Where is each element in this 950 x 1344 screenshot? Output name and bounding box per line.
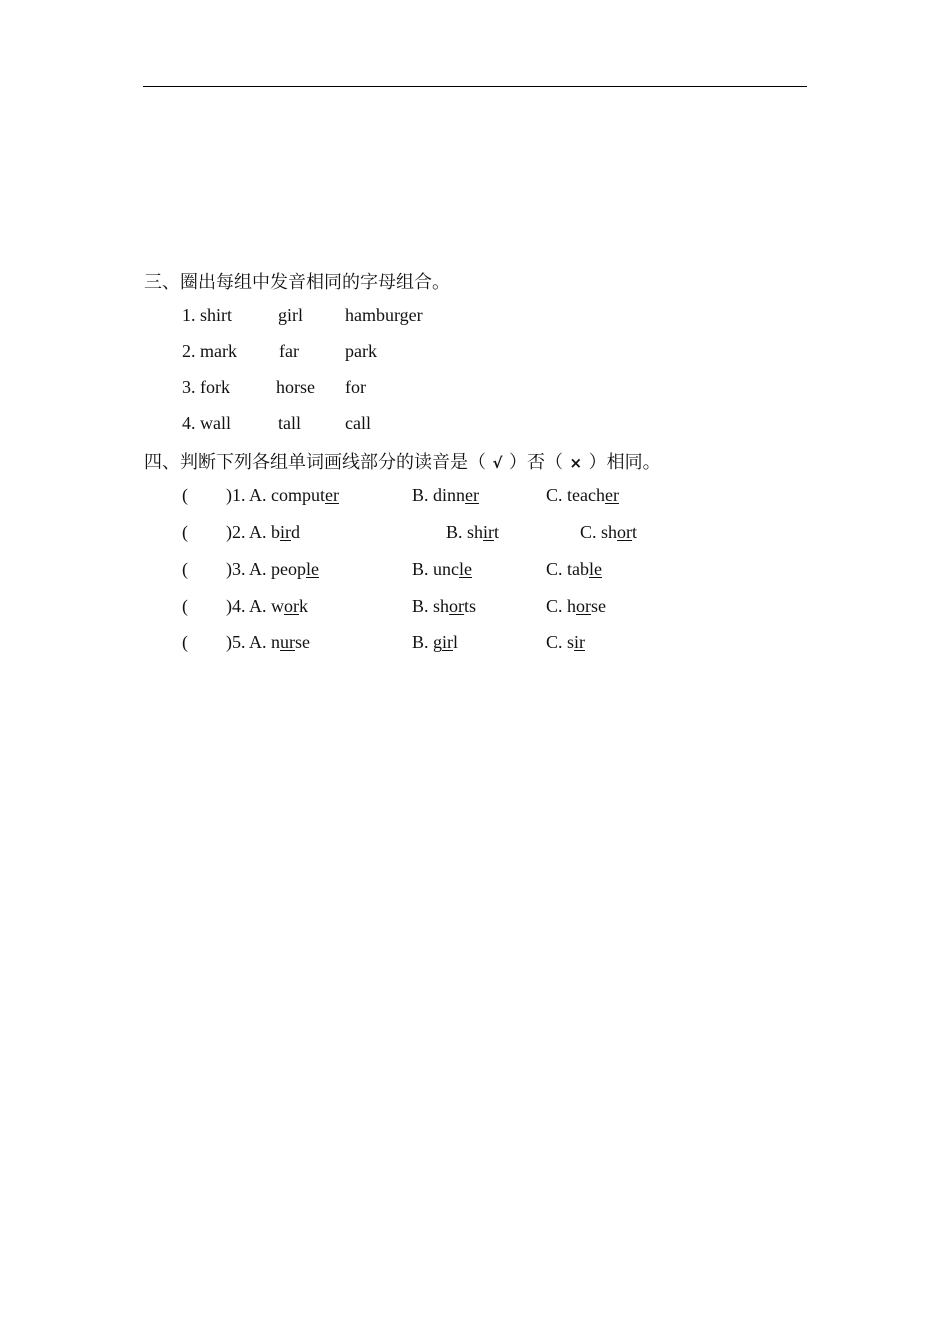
- heading-mid: ）否（: [509, 452, 564, 472]
- section-3-heading: 三、圈出每组中发音相同的字母组合。: [144, 272, 450, 292]
- option-a: )3. A. people: [226, 559, 319, 579]
- option-a: )4. A. work: [226, 596, 308, 616]
- s3-row-4: [0, 413, 950, 439]
- option-a: )2. A. bird: [226, 522, 300, 542]
- option-a: )5. A. nurse: [226, 632, 310, 652]
- answer-paren: (: [182, 632, 188, 652]
- s4-question-4: [0, 596, 950, 622]
- s3-word-2: girl: [278, 305, 303, 325]
- s3-word-3: hamburger: [345, 305, 423, 325]
- s4-question-2: [0, 522, 950, 548]
- s3-row-2: [0, 341, 950, 367]
- option-a: )1. A. computer: [226, 485, 339, 505]
- option-c: C. short: [580, 522, 638, 542]
- option-c: C. table: [546, 559, 603, 579]
- s3-row-1: [0, 305, 950, 331]
- check-mark-icon: √: [492, 454, 503, 472]
- s3-word-3: for: [345, 377, 366, 397]
- s3-word-1: 3. fork: [182, 377, 230, 397]
- s3-word-3: park: [345, 341, 377, 361]
- option-c: C. horse: [546, 596, 607, 616]
- option-b: B. girl: [412, 632, 459, 652]
- option-c: C. sir: [546, 632, 586, 652]
- heading-pre: 四、判断下列各组单词画线部分的读音是（: [144, 452, 486, 472]
- s4-question-5: [0, 632, 950, 658]
- cross-mark-icon: ×: [569, 454, 583, 472]
- header-rule: [143, 86, 807, 87]
- s4-question-1: [0, 485, 950, 511]
- option-b: B. uncle: [412, 559, 473, 579]
- s3-word-2: far: [279, 341, 299, 361]
- s4-question-3: [0, 559, 950, 585]
- answer-paren: (: [182, 596, 188, 616]
- option-b: B. shorts: [412, 596, 477, 616]
- option-b: B. shirt: [446, 522, 500, 542]
- s3-word-1: 2. mark: [182, 341, 237, 361]
- s3-row-3: [0, 377, 950, 403]
- section-4-heading: [144, 448, 661, 474]
- s3-word-1: 4. wall: [182, 413, 231, 433]
- option-c: C. teacher: [546, 485, 619, 505]
- s3-word-2: tall: [278, 413, 301, 433]
- answer-paren: (: [182, 522, 188, 542]
- answer-paren: (: [182, 485, 188, 505]
- s3-word-1: 1. shirt: [182, 305, 233, 325]
- option-b: B. dinner: [412, 485, 480, 505]
- s3-word-3: call: [345, 413, 371, 433]
- heading-post: ）相同。: [588, 452, 661, 472]
- answer-paren: (: [182, 559, 188, 579]
- s3-word-2: horse: [276, 377, 315, 397]
